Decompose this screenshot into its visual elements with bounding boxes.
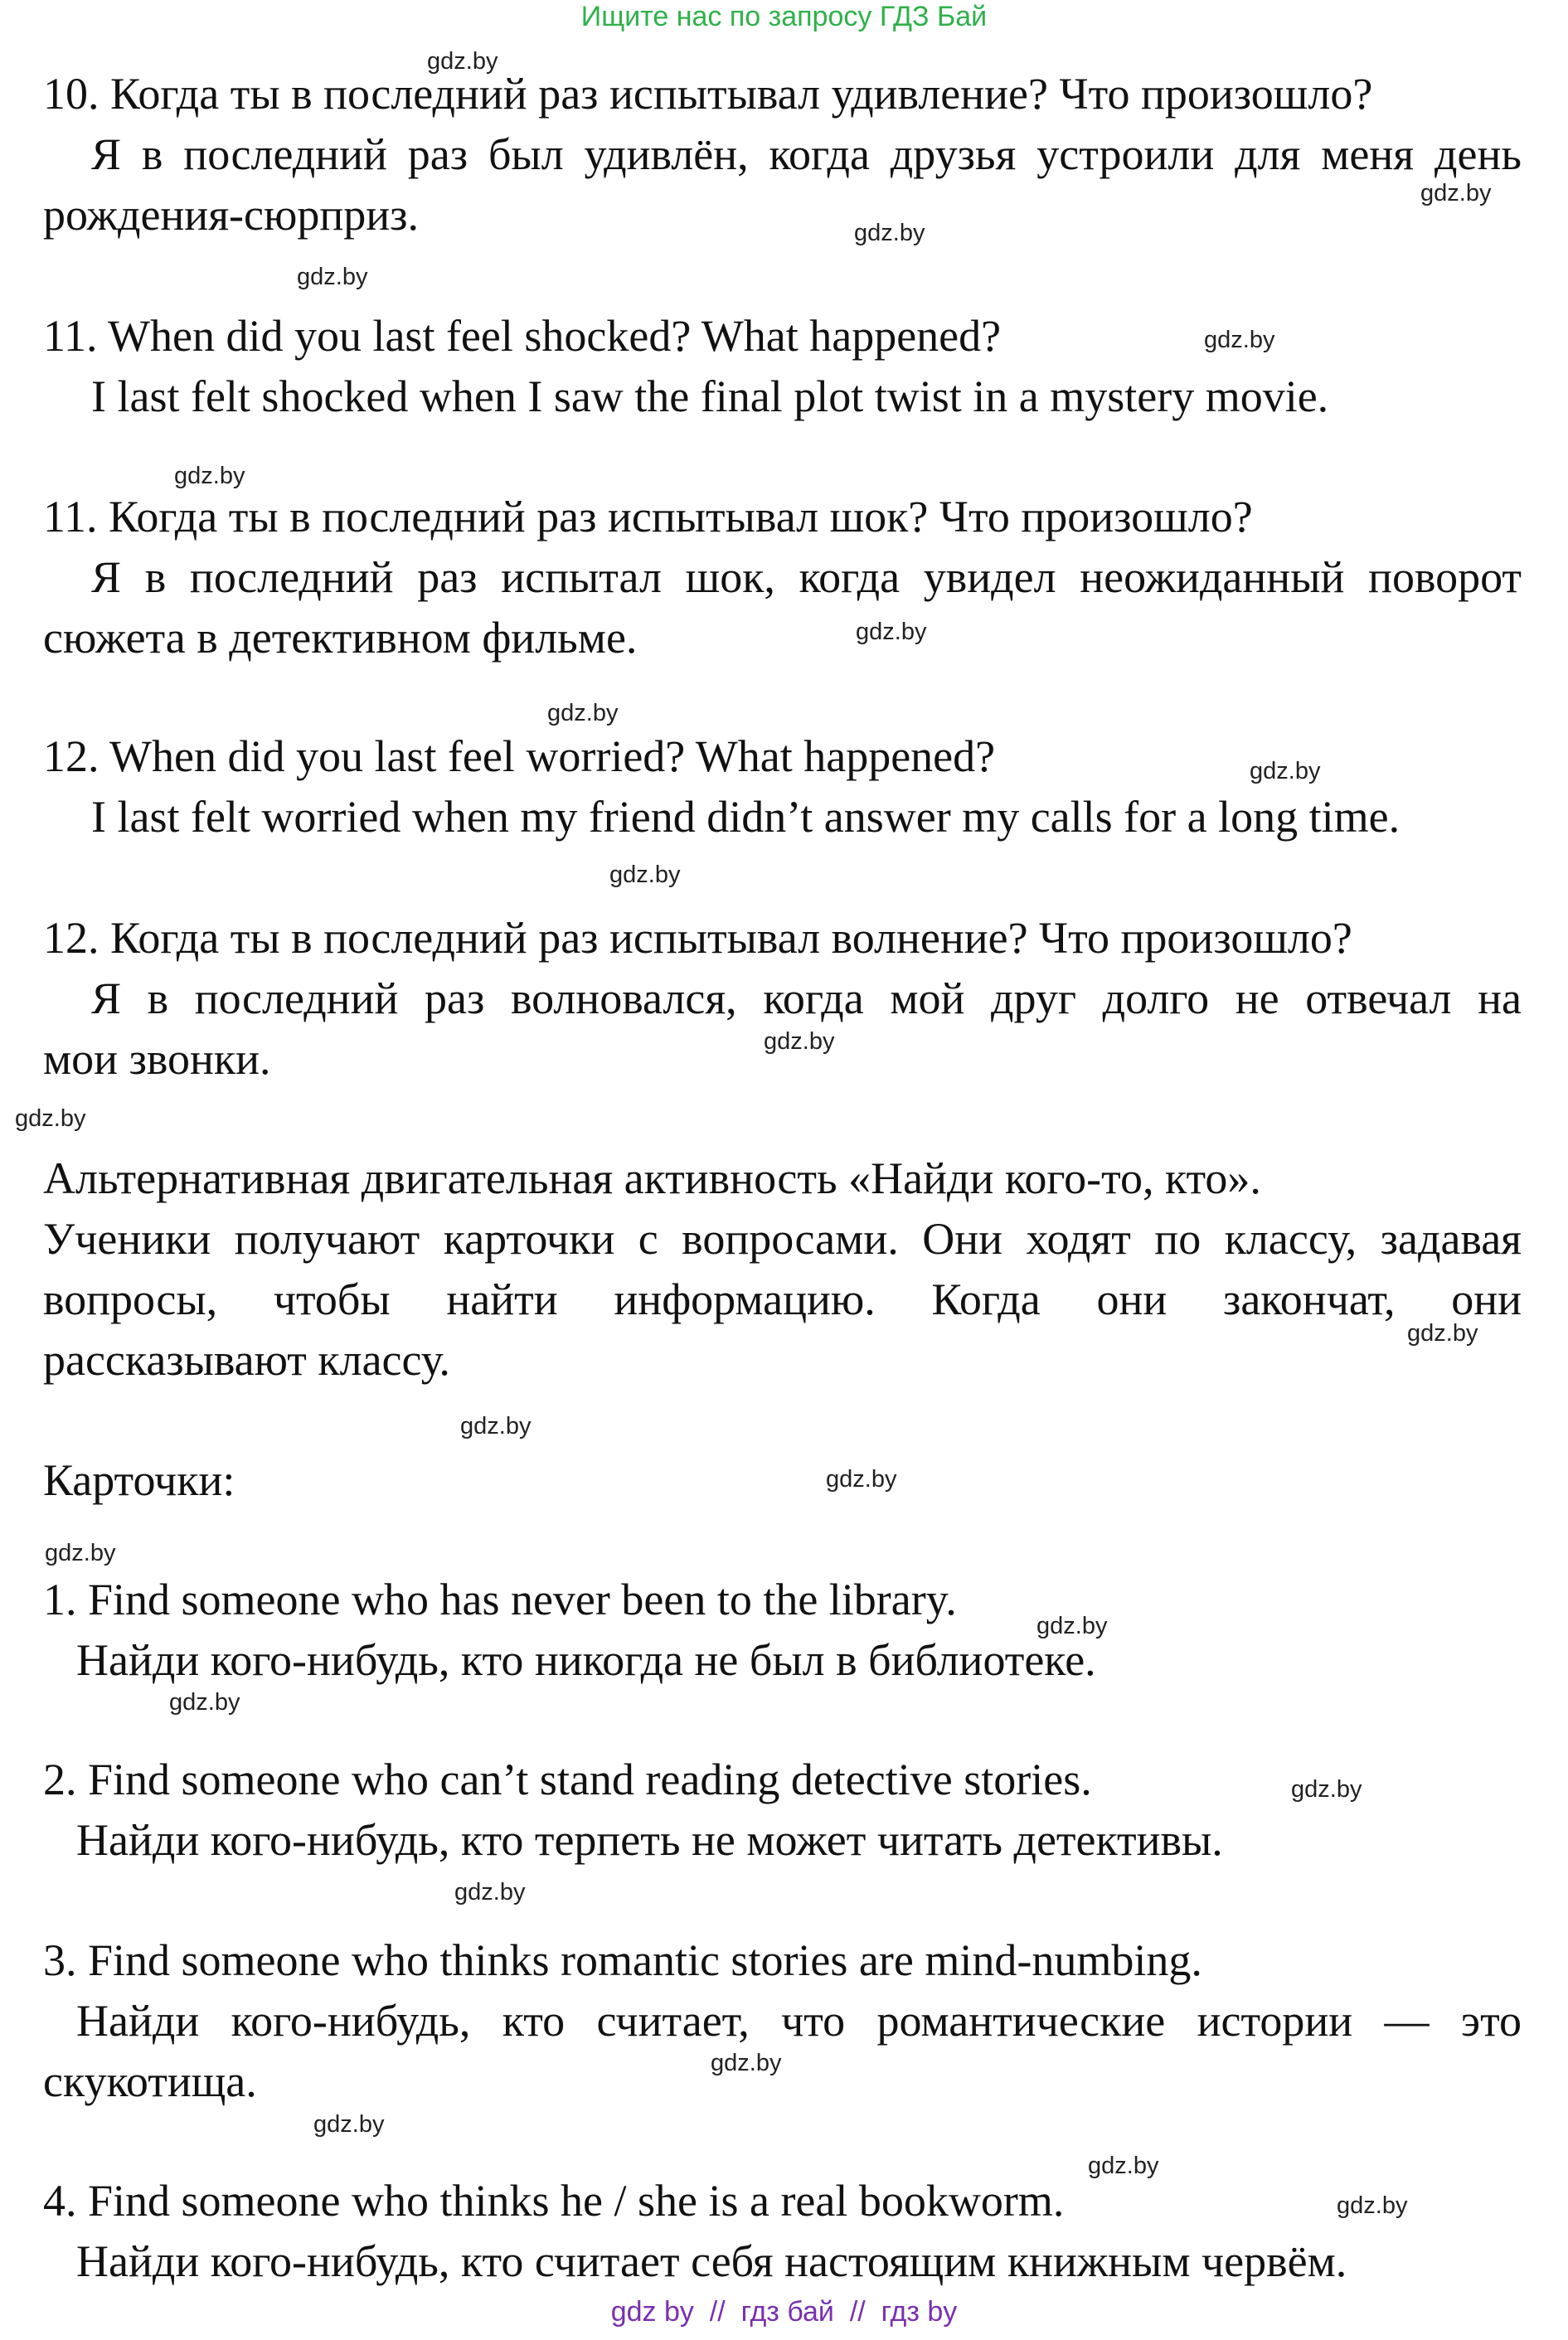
watermark: gdz.by — [427, 48, 498, 75]
watermark: gdz.by — [826, 1466, 897, 1493]
cards-heading: Карточки: — [43, 1455, 235, 1505]
question-11-ru: 11. Когда ты в последний раз испытывал шок? Что произошло? — [43, 492, 1253, 541]
answer-11-ru-line-1: Я в последний раз испытал шок, когда увидел неожиданный поворот — [91, 552, 1522, 602]
activity-title: Альтернативная двигательная активность «Найди кого-то, кто». — [43, 1153, 1261, 1203]
watermark: gdz.by — [174, 463, 245, 489]
watermark: gdz.by — [1204, 327, 1275, 353]
watermark: gdz.by — [609, 862, 681, 888]
watermark: gdz.by — [297, 264, 368, 290]
watermark: gdz.by — [764, 1028, 835, 1055]
watermark: gdz.by — [711, 2050, 782, 2076]
answer-10-ru-line-2: рождения-сюрприз. — [43, 190, 419, 240]
card-3-ru-line-2: скукотища. — [43, 2056, 257, 2106]
watermark: gdz.by — [1337, 2192, 1408, 2219]
watermark: gdz.by — [1291, 1776, 1362, 1803]
page-header-banner: Ищите нас по запросу ГДЗ Бай — [580, 1, 988, 32]
watermark: gdz.by — [1036, 1613, 1108, 1639]
question-10-ru: 10. Когда ты в последний раз испытывал удивление? Что произошло? — [43, 69, 1373, 119]
activity-text-line-1: Ученики получают карточки с вопросами. Они ходят по классу, задавая — [43, 1214, 1522, 1264]
question-11-en: 11. When did you last feel shocked? What happened? — [43, 311, 1002, 361]
watermark: gdz.by — [45, 1540, 116, 1566]
page-footer-banner: gdz by // гдз бай // гдз by — [610, 2296, 958, 2328]
card-2-ru: Найди кого-нибудь, кто терпеть не может читать детективы. — [76, 1815, 1223, 1865]
answer-12-ru-line-1: Я в последний раз волновался, когда мой друг долго не отвечал на — [91, 973, 1522, 1023]
answer-12-en: I last felt worried when my friend didn’t answer my calls for a long time. — [91, 792, 1401, 842]
card-2-en: 2. Find someone who can’t stand reading detective stories. — [43, 1755, 1092, 1804]
watermark: gdz.by — [460, 1413, 532, 1439]
watermark: gdz.by — [1407, 1320, 1478, 1347]
answer-10-ru-line-1: Я в последний раз был удивлён, когда друзья устроили для меня день — [91, 129, 1522, 179]
watermark: gdz.by — [1420, 180, 1492, 206]
card-3-ru-line-1: Найди кого-нибудь, кто считает, что романтические истории — это — [76, 1996, 1522, 2046]
card-4-en: 4. Find someone who thinks he / she is a real bookworm. — [43, 2176, 1065, 2226]
answer-11-en: I last felt shocked when I saw the final plot twist in a mystery movie. — [91, 371, 1329, 421]
watermark: gdz.by — [15, 1105, 86, 1132]
question-12-ru: 12. Когда ты в последний раз испытывал волнение? Что произошло? — [43, 913, 1352, 963]
card-3-en: 3. Find someone who thinks romantic stories are mind-numbing. — [43, 1935, 1202, 1985]
watermark: gdz.by — [1250, 758, 1321, 784]
watermark: gdz.by — [854, 220, 925, 246]
watermark: gdz.by — [856, 619, 927, 645]
watermark: gdz.by — [454, 1879, 526, 1905]
activity-text-line-3: рассказывают классу. — [43, 1335, 450, 1385]
activity-text-line-2: вопросы, чтобы найти информацию. Когда они закончат, они — [43, 1274, 1522, 1324]
card-1-ru: Найди кого-нибудь, кто никогда не был в библиотеке. — [76, 1635, 1096, 1685]
answer-12-ru-line-2: мои звонки. — [43, 1034, 271, 1084]
card-1-en: 1. Find someone who has never been to the library. — [43, 1575, 957, 1624]
watermark: gdz.by — [1088, 2153, 1159, 2179]
watermark: gdz.by — [313, 2111, 385, 2138]
question-12-en: 12. When did you last feel worried? What happened? — [43, 731, 996, 781]
watermark: gdz.by — [169, 1689, 240, 1716]
watermark: gdz.by — [547, 700, 619, 726]
answer-11-ru-line-2: сюжета в детективном фильме. — [43, 613, 638, 663]
card-4-ru: Найди кого-нибудь, кто считает себя настоящим книжным червём. — [76, 2236, 1347, 2286]
